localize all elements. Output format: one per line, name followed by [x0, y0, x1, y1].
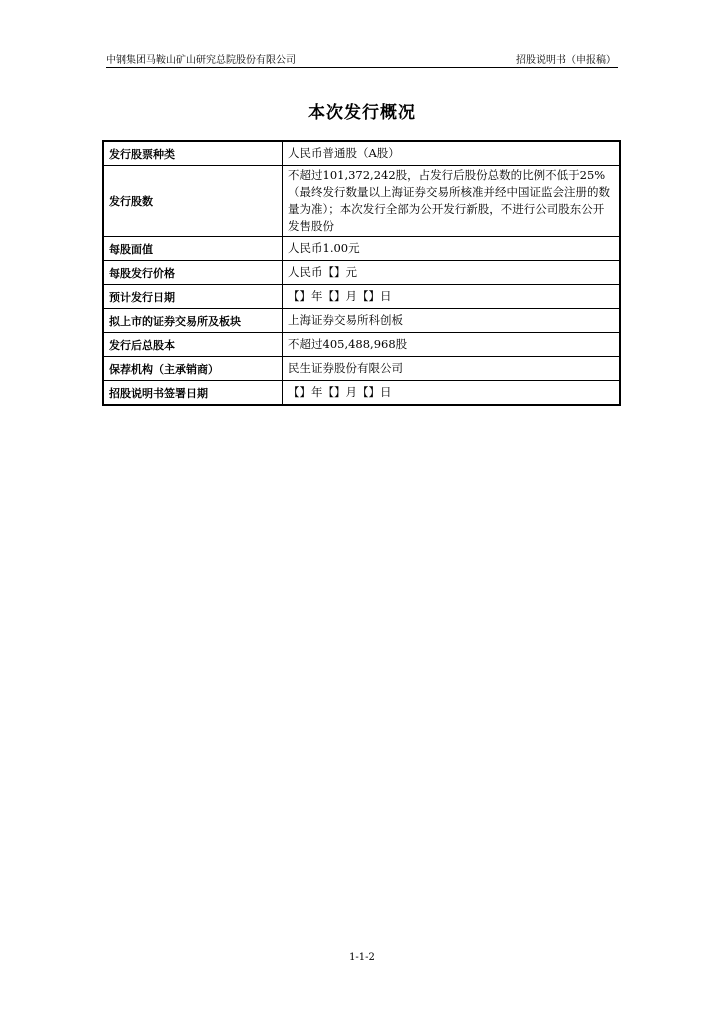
table-row [103, 261, 620, 285]
table-row [103, 141, 620, 166]
row-label: 拟上市的证券交易所及板块 [103, 309, 283, 333]
row-value: 人民币普通股（A股） [283, 141, 621, 166]
row-label: 发行后总股本 [103, 333, 283, 357]
page-header [106, 50, 618, 68]
table-row [103, 237, 620, 261]
row-value: 【】年【】月【】日 [283, 381, 621, 406]
row-value: 人民币1.00元 [283, 237, 621, 261]
table-row [103, 333, 620, 357]
company-name: 中钢集团马鞍山矿山研究总院股份有限公司 [106, 55, 296, 66]
row-label: 招股说明书签署日期 [103, 381, 283, 406]
row-value: 【】年【】月【】日 [283, 285, 621, 309]
row-label: 保荐机构（主承销商） [103, 357, 283, 381]
row-label: 发行股数 [103, 166, 283, 237]
table-row [103, 381, 620, 406]
row-value: 人民币【】元 [283, 261, 621, 285]
table-row [103, 285, 620, 309]
table-row [103, 166, 620, 237]
row-value: 不超过405,488,968股 [283, 333, 621, 357]
table-row [103, 309, 620, 333]
row-label: 每股面值 [103, 237, 283, 261]
table-row [103, 357, 620, 381]
row-label: 发行股票种类 [103, 141, 283, 166]
row-label: 预计发行日期 [103, 285, 283, 309]
offering-overview-table [102, 140, 621, 406]
page-number: 1-1-2 [349, 952, 375, 963]
page-title: 本次发行概况 [308, 103, 416, 123]
row-value: 上海证券交易所科创板 [283, 309, 621, 333]
row-value: 民生证券股份有限公司 [283, 357, 621, 381]
row-value: 不超过101,372,242股，占发行后股份总数的比例不低于25%（最终发行数量以上海证券交易所核准并经中国证监会注册的数量为准）；本次发行全部为公开发行新股，不进行公司股东公开发售股份 [283, 166, 621, 237]
row-label: 每股发行价格 [103, 261, 283, 285]
document-type: 招股说明书（申报稿） [516, 55, 616, 66]
